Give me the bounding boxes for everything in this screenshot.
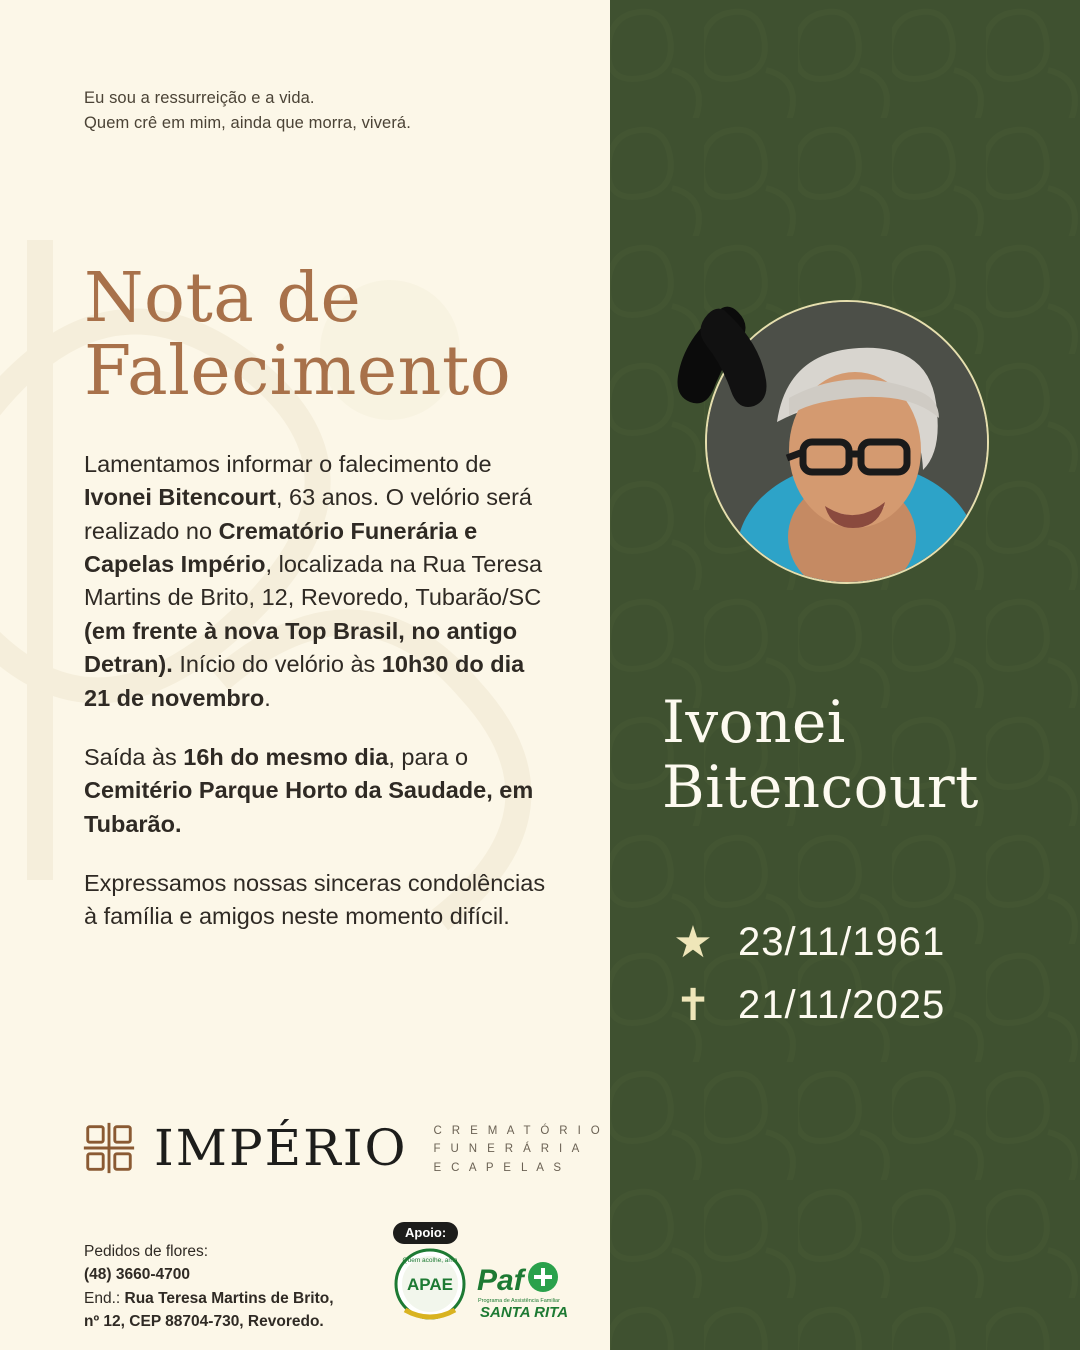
cemetery-name: Cemitério Parque Horto da Saudade, em Tubarão. xyxy=(84,777,534,837)
imperio-logo xyxy=(80,1118,603,1177)
venue-reference: (em frente à nova Top Brasil, no antigo Detran). xyxy=(84,617,518,678)
announce-p1-b: , 63 anos. xyxy=(275,484,380,511)
support-logos xyxy=(385,1222,585,1332)
cross-icon: ✝ xyxy=(674,980,712,1030)
address-zip: nº 12, CEP 88704-730, Revoredo. xyxy=(84,1312,324,1330)
life-dates xyxy=(670,917,946,1046)
announcement-paragraph-3: Expressamos nossas sinceras condolências à família e amigos neste momento difícil. xyxy=(84,869,546,930)
announcement-paragraph-2 xyxy=(84,741,554,841)
announce-p4-b: , para o xyxy=(388,743,469,770)
announcement-paragraph-1 xyxy=(84,448,554,715)
address-line-2 xyxy=(84,1310,334,1333)
star-icon: ★ xyxy=(673,917,713,967)
svg-text:Programa de Assistência Famili: Programa de Assistência Familiar xyxy=(478,1298,560,1304)
wake-time: 10h30 do dia 21 de novembro xyxy=(84,651,525,711)
announce-p3-b: . xyxy=(264,684,271,711)
deceased-last-name: Bitencourt xyxy=(662,752,979,821)
svg-text:SANTA RITA: SANTA RITA xyxy=(480,1304,569,1321)
support-label: Apoio: xyxy=(393,1222,458,1244)
address-line-1 xyxy=(84,1287,334,1310)
leaf-pattern-background xyxy=(610,0,1080,1350)
svg-text:APAE: APAE xyxy=(407,1275,453,1294)
svg-text:Quem acolhe, ama: Quem acolhe, ama xyxy=(402,1257,458,1264)
death-date: 21/11/2025 xyxy=(738,983,946,1027)
birth-date: 23/11/1961 xyxy=(738,920,946,964)
memorial-panel xyxy=(610,0,1080,1350)
tagline-line-3: E C A P E L A S xyxy=(433,1161,565,1174)
svg-text:Paf: Paf xyxy=(477,1264,524,1297)
imperio-emblem-icon xyxy=(80,1119,138,1177)
announcement-text xyxy=(84,448,554,960)
announce-p3-a: Início do velório às xyxy=(179,651,382,678)
announce-p2-a: O velório será realizado no xyxy=(84,484,532,544)
departure-time: 16h do mesmo dia xyxy=(183,743,389,770)
phone-number[interactable] xyxy=(84,1263,334,1286)
birth-date-row xyxy=(670,917,946,967)
page-title xyxy=(84,259,512,412)
title-line-2: Falecimento xyxy=(84,332,512,412)
tagline-line-1: C R E M A T Ó R I O xyxy=(433,1125,604,1137)
tagline-line-2: F U N E R Á R I A xyxy=(433,1143,583,1156)
deceased-name xyxy=(662,690,1062,820)
deceased-name-inline: Ivonei Bitencourt xyxy=(84,484,276,511)
mourning-ribbon-icon xyxy=(662,288,782,428)
apae-logo-icon xyxy=(396,1250,464,1318)
phone-value: (48) 3660-4700 xyxy=(84,1266,190,1284)
death-date-row xyxy=(670,980,946,1030)
verse-line-2: Quem crê em mim, ainda que morra, viverá. xyxy=(84,113,411,132)
address-street: Rua Teresa Martins de Brito, xyxy=(124,1289,334,1307)
venue-name: Crematório Funerária e Capelas Império xyxy=(84,517,478,578)
contact-block xyxy=(84,1240,334,1333)
announce-p1-a: Lamentamos informar o falecimento de xyxy=(84,451,492,477)
imperio-wordmark: IMPÉRIO xyxy=(154,1118,408,1177)
announce-p4-a: Saída às xyxy=(84,743,184,770)
flowers-label: Pedidos de flores: xyxy=(84,1243,209,1260)
paf-santa-rita-logo-icon xyxy=(477,1262,568,1321)
address-label: End.: xyxy=(84,1289,125,1307)
deceased-first-name: Ivonei xyxy=(662,688,846,756)
verse-block xyxy=(84,86,411,136)
announce-p2-b: , localizada na Rua Teresa Martins de Brito, 12, Revoredo, Tubarão/SC xyxy=(84,551,543,611)
imperio-tagline xyxy=(433,1122,603,1177)
title-line-1: Nota de xyxy=(84,259,362,338)
verse-line-1: Eu sou a ressurreição e a vida. xyxy=(84,89,315,107)
